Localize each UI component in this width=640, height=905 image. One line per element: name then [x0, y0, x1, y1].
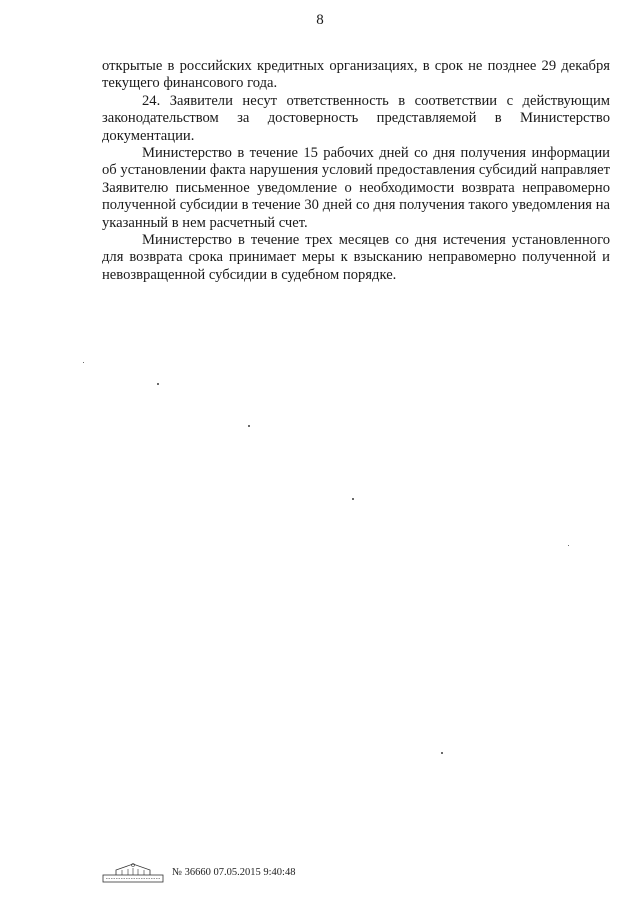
paragraph-24: 24. Заявители несут ответственность в соответствии с действующим законодательством за достоверность представляемой в Министерство документации. — [102, 92, 610, 144]
registration-stamp — [102, 860, 295, 884]
scan-speck — [568, 545, 569, 546]
scan-speck — [248, 425, 250, 427]
paragraph-continuation: открытые в российских кредитных организациях, в срок не позднее 29 декабря текущего финансового года. — [102, 58, 610, 92]
page-number: 8 — [316, 12, 324, 28]
scan-speck — [352, 498, 354, 500]
scan-speck — [441, 752, 443, 754]
library-stamp-icon — [102, 861, 164, 883]
registration-number: № 36660 07.05.2015 9:40:48 — [172, 866, 296, 878]
document-body — [102, 58, 610, 284]
scan-speck — [157, 383, 159, 385]
paragraph-notification: Министерство в течение 15 рабочих дней со дня получения информации об установлении факта нарушения условий предоставления субсидий направляет Заявителю письменное уведомление о необходимости возврата неправомерно полученной субсидии в течение 30 дней со дня получения такого уведомления на указанный в нем расчетный счет. — [102, 145, 610, 231]
scan-speck — [83, 362, 84, 363]
paragraph-court-recovery: Министерство в течение трех месяцев со дня истечения установленного для возврата срока принимает меры к взысканию неправомерно полученной и невозвращенной субсидии в судебном порядке. — [102, 232, 610, 283]
